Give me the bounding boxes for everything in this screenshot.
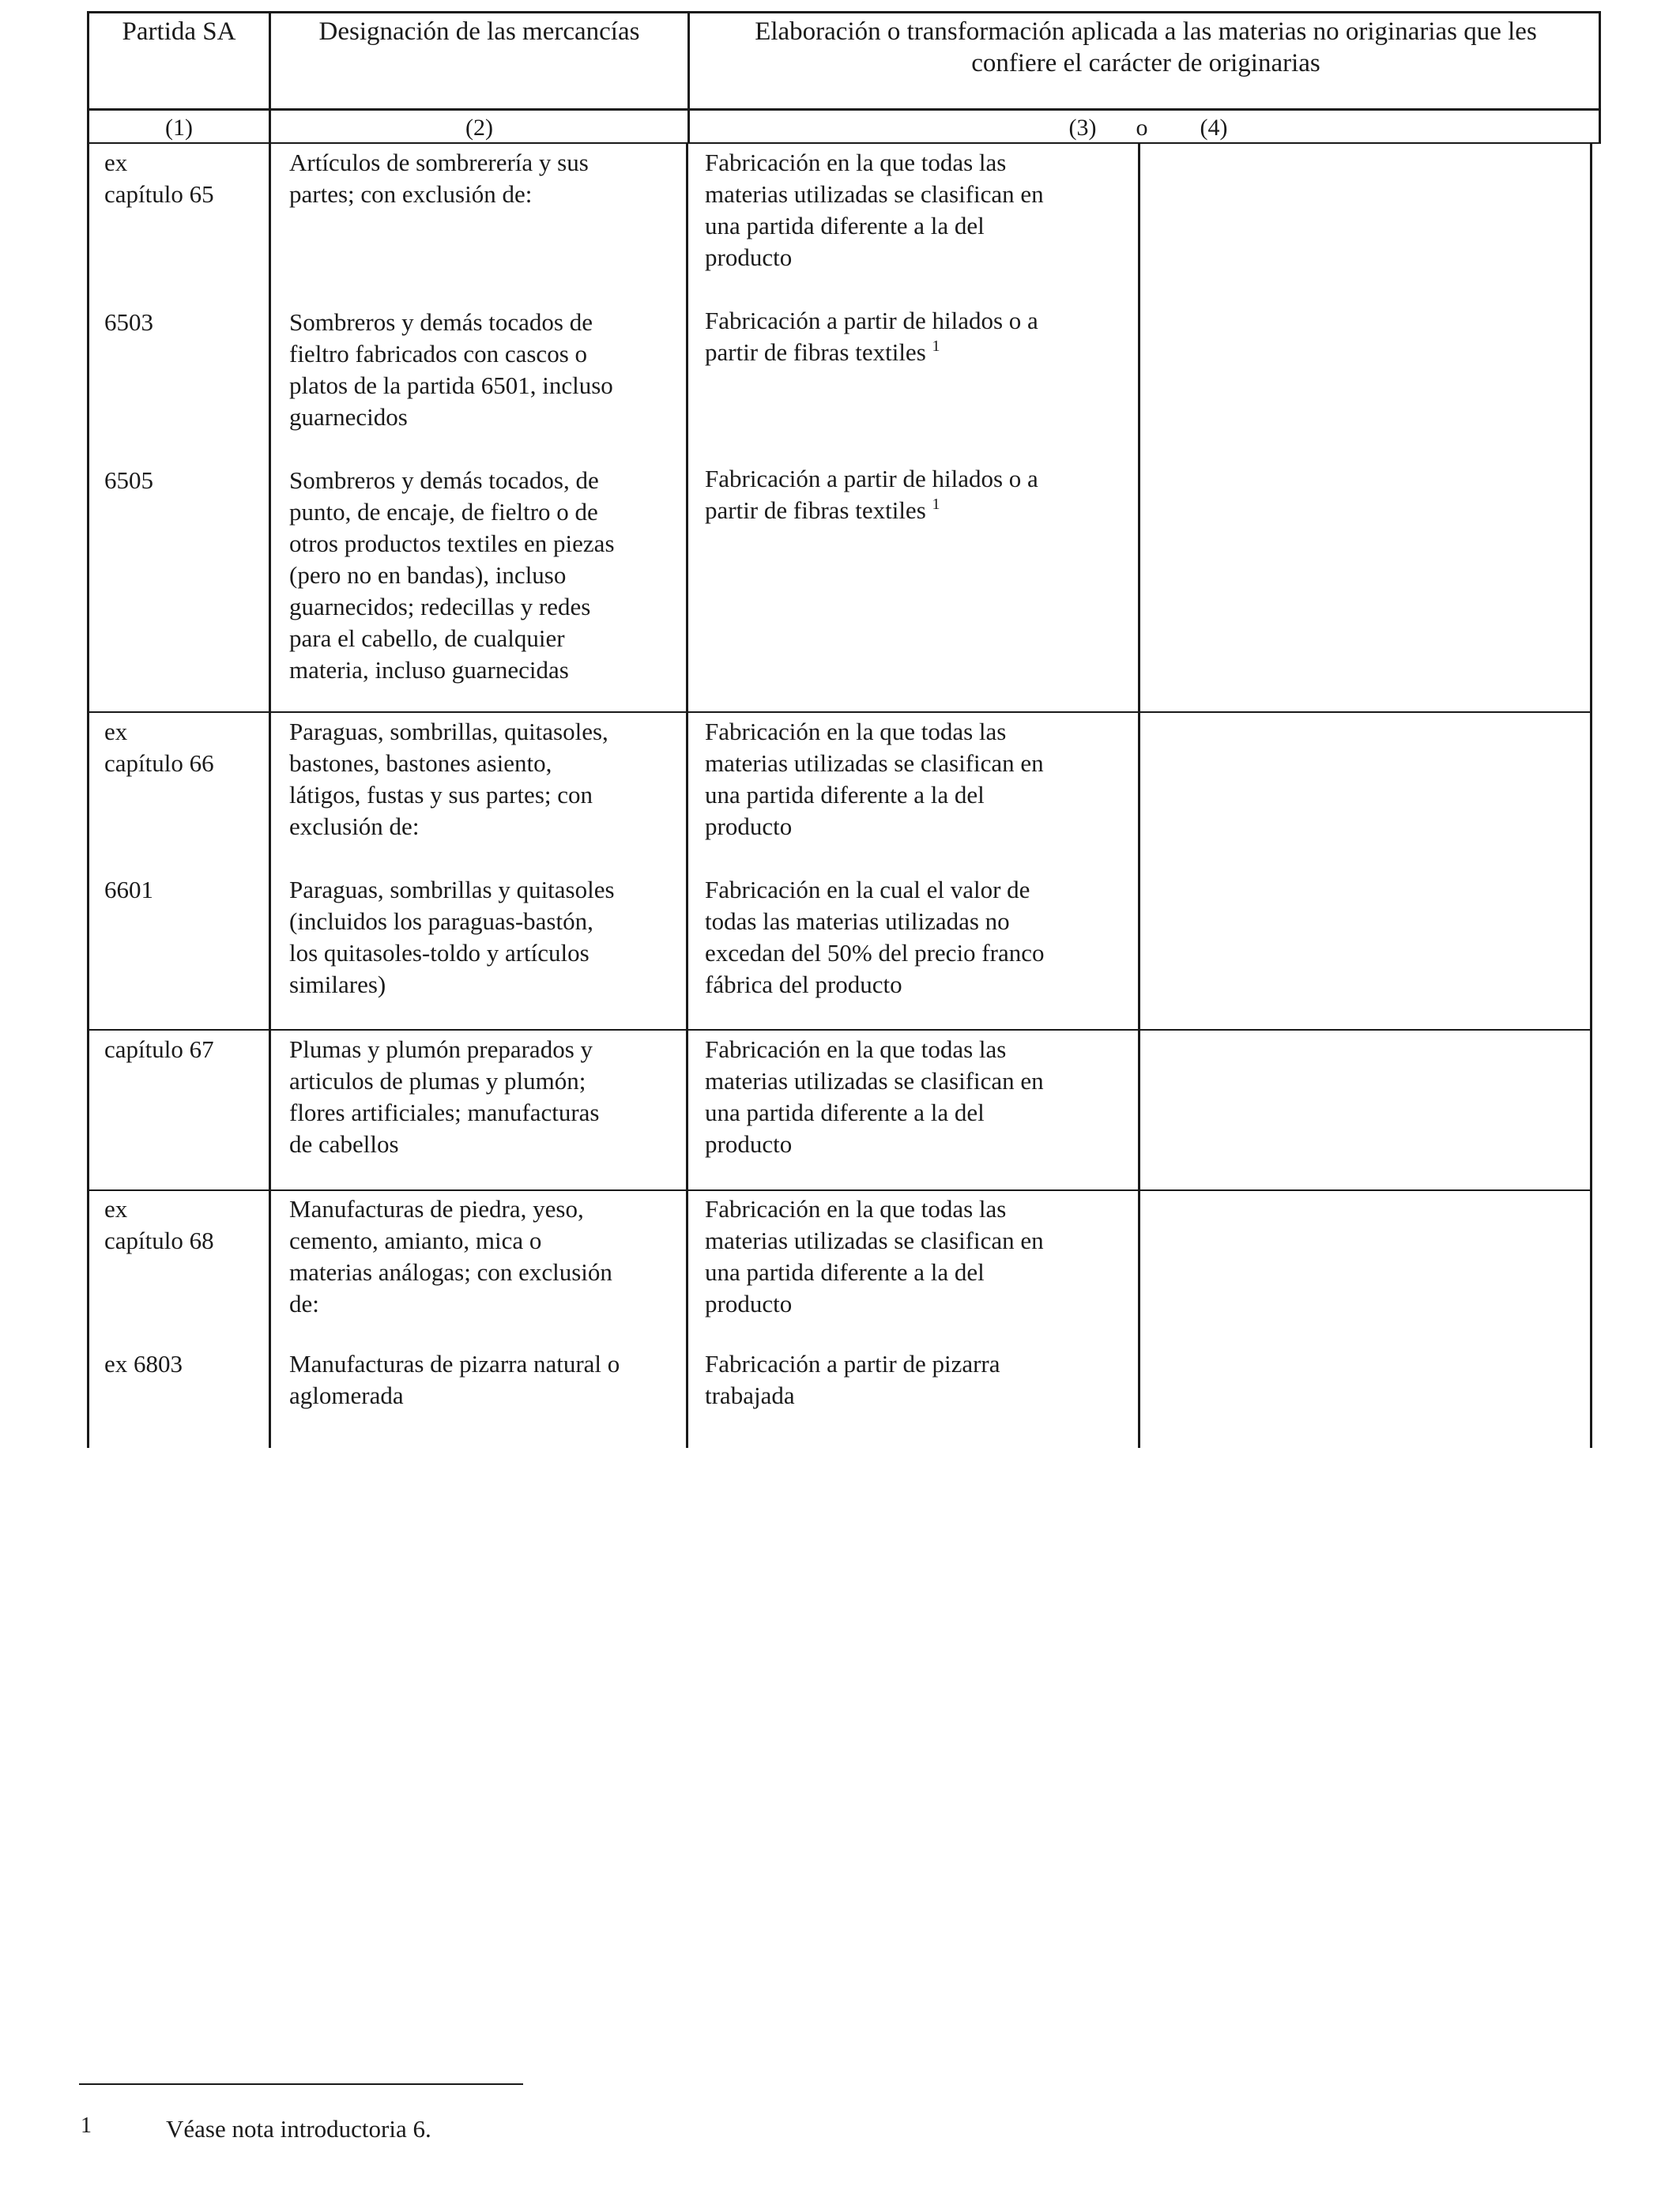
row-code: ex capítulo 68 [104, 1195, 214, 1254]
table-top-border [87, 11, 1601, 13]
group-separator-65 [87, 711, 1592, 713]
colnum-4: (4) [1200, 115, 1228, 141]
row-code: 6601 [104, 876, 153, 903]
row-description: Artículos de sombrerería y sus partes; con exclusión de: [289, 149, 589, 208]
footnote-ref: 1 [932, 496, 940, 513]
row-description: Manufacturas de piedra, yeso, cemento, amianto, mica o materias análogas; con exclusión de: [289, 1195, 612, 1318]
footnote-marker: 1 [81, 2113, 92, 2138]
body-divider-1 [269, 142, 271, 1448]
row-rule: Fabricación en la que todas las materias utilizadas se clasifican en una partida diferente a la del producto [705, 1195, 1044, 1318]
colnum-3: (3) [1068, 115, 1097, 141]
row-code: ex 6803 [104, 1350, 183, 1378]
header-right-border [1599, 11, 1601, 144]
row-rule: Fabricación en la cual el valor de todas las materias utilizadas no excedan del 50% del precio franco fábrica del producto [705, 876, 1045, 998]
footnote-rule [79, 2083, 523, 2085]
row-rule: Fabricación en la que todas las materias utilizadas se clasifican en una partida diferente a la del producto [705, 718, 1044, 840]
row-code: ex capítulo 66 [104, 718, 214, 777]
row-rule: Fabricación a partir de pizarra trabajada [705, 1350, 1000, 1409]
row-rule-text: Fabricación a partir de hilados o a partir de fibras textiles [705, 307, 1038, 366]
body-right-border [1590, 142, 1592, 1448]
row-description: Sombreros y demás tocados, de punto, de encaje, de fieltro o de otros productos textiles en piezas (pero no en bandas), incluso guarnecidos; redecillas y redes para el cabello, de cualquier materia, incluso guarnecidas [289, 466, 615, 684]
row-description: Sombreros y demás tocados de fieltro fabricados con cascos o platos de la partida 6501, incluso guarnecidos [289, 308, 613, 431]
footnote-ref: 1 [932, 337, 940, 355]
row-rule: Fabricación en la que todas las materias utilizadas se clasifican en una partida diferente a la del producto [705, 149, 1044, 271]
row-code: capítulo 67 [104, 1035, 214, 1063]
row-description: Paraguas, sombrillas y quitasoles (incluidos los paraguas-bastón, los quitasoles-toldo y artículos similares) [289, 876, 615, 998]
body-left-border [87, 142, 89, 1448]
row-description: Paraguas, sombrillas, quitasoles, bastones, bastones asiento, látigos, fustas y sus partes; con exclusión de: [289, 718, 608, 840]
row-description: Manufacturas de pizarra natural o aglomerada [289, 1350, 620, 1409]
row-code: 6503 [104, 308, 153, 336]
row-code: 6505 [104, 466, 153, 494]
row-rule [705, 305, 1132, 368]
header-divider-2 [687, 11, 690, 144]
footnote-text: Véase nota introductoria 6. [166, 2115, 431, 2143]
body-divider-2 [686, 142, 688, 1448]
group-separator-67 [87, 1189, 1592, 1191]
row-rule-text: Fabricación a partir de hilados o a partir de fibras textiles [705, 465, 1038, 524]
header-partida-sa: Partida SA [122, 17, 236, 46]
header-designacion: Designación de las mercancías [318, 17, 640, 46]
header-elaboracion: Elaboración o transformación aplicada a las materias no originarias que les confiere el carácter de originarias [755, 17, 1537, 77]
numrow-bottom-border [87, 142, 1601, 144]
group-separator-66 [87, 1029, 1592, 1031]
colnum-2: (2) [465, 115, 493, 141]
row-rule: Fabricación en la que todas las materias utilizadas se clasifican en una partida diferente a la del producto [705, 1035, 1044, 1158]
header-bottom-border [87, 108, 1601, 111]
row-description: Plumas y plumón preparados y articulos de plumas y plumón; flores artificiales; manufacturas de cabellos [289, 1035, 600, 1158]
row-code: ex capítulo 65 [104, 149, 214, 208]
colnum-or: o [1136, 115, 1148, 141]
row-rule [705, 463, 1132, 526]
body-divider-3 [1138, 142, 1140, 1448]
colnum-1: (1) [165, 115, 193, 141]
